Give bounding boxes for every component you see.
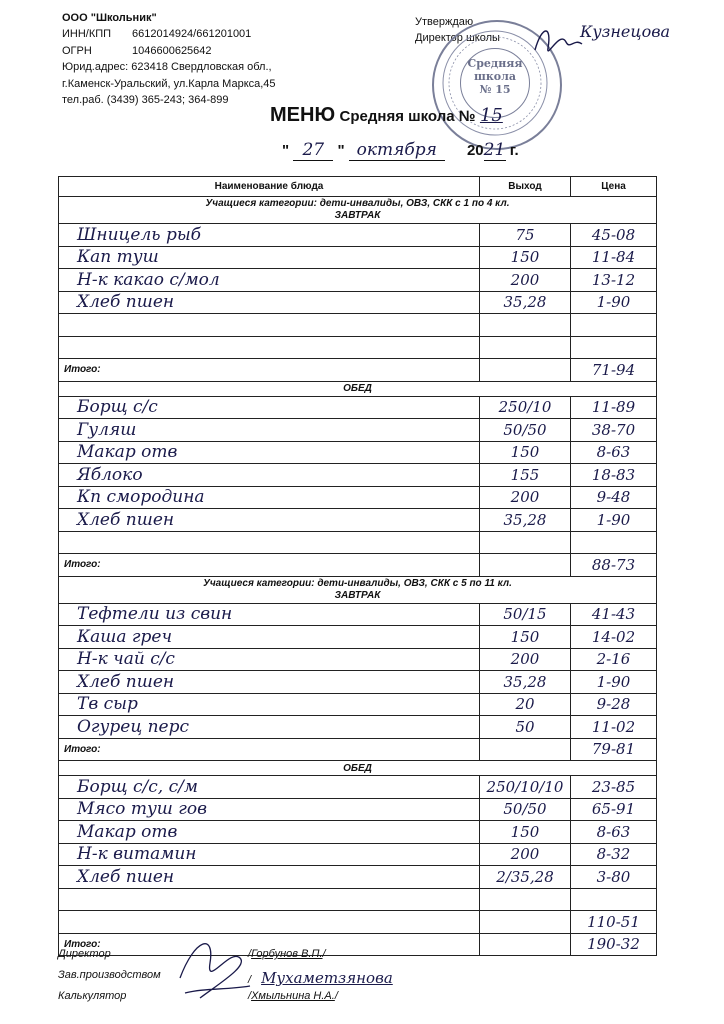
table-row bbox=[59, 798, 657, 821]
total-price: 88-73 bbox=[571, 554, 657, 577]
table-row bbox=[59, 626, 657, 649]
signature-calculator bbox=[58, 990, 338, 1002]
dish-name: Мясо туш гов bbox=[59, 798, 480, 821]
category-text: Учащиеся категории: дети-инвалиды, ОВЗ, СКК с 1 по 4 кл. bbox=[205, 198, 510, 209]
signature-end: / bbox=[334, 990, 338, 1002]
dish-name bbox=[59, 336, 480, 359]
dish-name: Каша греч bbox=[59, 626, 480, 649]
total-label: Итого: bbox=[59, 359, 480, 382]
page-title bbox=[270, 104, 503, 127]
dish-output: 35,28 bbox=[480, 671, 571, 694]
date-quote-open: " bbox=[282, 142, 290, 159]
title-school: Средняя школа № bbox=[339, 108, 476, 125]
dish-output: 50 bbox=[480, 716, 571, 739]
total-price: 71-94 bbox=[571, 359, 657, 382]
dish-name: Н-к какао с/мол bbox=[59, 269, 480, 292]
dish-price: 14-02 bbox=[571, 626, 657, 649]
dish-output: 250/10 bbox=[480, 396, 571, 419]
date-month: октября bbox=[349, 140, 445, 161]
dish-name bbox=[59, 911, 480, 934]
ogrn-label: ОГРН bbox=[62, 44, 92, 57]
dish-price: 1-90 bbox=[571, 509, 657, 532]
dish-price: 11-02 bbox=[571, 716, 657, 739]
dish-name: Тефтели из свин bbox=[59, 603, 480, 626]
dish-price: 23-85 bbox=[571, 776, 657, 799]
date-year-unit: г. bbox=[509, 142, 519, 159]
section-row bbox=[59, 381, 657, 396]
table-row bbox=[59, 336, 657, 359]
stamp-line-2: школа bbox=[474, 70, 516, 83]
dish-price: 65-91 bbox=[571, 798, 657, 821]
table-row bbox=[59, 671, 657, 694]
total-output bbox=[480, 738, 571, 761]
approve-signature-name: Кузнецова bbox=[580, 22, 671, 41]
dish-name: Кп смородина bbox=[59, 486, 480, 509]
header-dish-name: Наименование блюда bbox=[59, 177, 480, 197]
date-quote-close: " bbox=[337, 142, 345, 159]
dish-output: 50/15 bbox=[480, 603, 571, 626]
dish-output: 20 bbox=[480, 693, 571, 716]
table-row bbox=[59, 603, 657, 626]
ogrn-value: 1046600625642 bbox=[132, 44, 212, 57]
dish-output: 200 bbox=[480, 269, 571, 292]
dish-price: 110-51 bbox=[571, 911, 657, 934]
category-row bbox=[59, 197, 657, 224]
dish-output: 150 bbox=[480, 626, 571, 649]
dish-price bbox=[571, 888, 657, 911]
dish-price: 1-90 bbox=[571, 291, 657, 314]
dish-price bbox=[571, 314, 657, 337]
dish-output bbox=[480, 314, 571, 337]
dish-name: Тв сыр bbox=[59, 693, 480, 716]
dish-name: Гуляш bbox=[59, 419, 480, 442]
table-row bbox=[59, 821, 657, 844]
dish-price: 11-89 bbox=[571, 396, 657, 419]
table-row bbox=[59, 843, 657, 866]
signature-production-head bbox=[58, 969, 393, 987]
dish-price: 8-63 bbox=[571, 821, 657, 844]
dish-name: Н-к чай с/с bbox=[59, 648, 480, 671]
category-cell bbox=[59, 197, 657, 224]
title-menu: МЕНЮ bbox=[270, 104, 336, 126]
dish-name: Шницель рыб bbox=[59, 224, 480, 247]
dish-output: 150 bbox=[480, 246, 571, 269]
dish-output: 75 bbox=[480, 224, 571, 247]
dish-name: Хлеб пшен bbox=[59, 866, 480, 889]
date-day: 27 bbox=[293, 140, 333, 161]
dish-name: Кап туш bbox=[59, 246, 480, 269]
section-title: ОБЕД bbox=[59, 761, 657, 776]
table-row bbox=[59, 486, 657, 509]
date-line bbox=[282, 140, 519, 161]
dish-output: 150 bbox=[480, 441, 571, 464]
table-header-row bbox=[59, 177, 657, 197]
dish-name: Яблоко bbox=[59, 464, 480, 487]
dish-price: 45-08 bbox=[571, 224, 657, 247]
dish-output: 250/10/10 bbox=[480, 776, 571, 799]
dish-name: Хлеб пшен bbox=[59, 509, 480, 532]
table-row bbox=[59, 291, 657, 314]
signature-slash: / bbox=[248, 990, 252, 1002]
title-school-number: 15 bbox=[479, 105, 503, 126]
dish-output bbox=[480, 336, 571, 359]
dish-output: 50/50 bbox=[480, 419, 571, 442]
signature-role: Калькулятор bbox=[58, 990, 127, 1002]
dish-output: 50/50 bbox=[480, 798, 571, 821]
dish-price bbox=[571, 531, 657, 554]
dish-price: 8-63 bbox=[571, 441, 657, 464]
table-row bbox=[59, 531, 657, 554]
dish-price: 2-16 bbox=[571, 648, 657, 671]
dish-price: 11-84 bbox=[571, 246, 657, 269]
table-row bbox=[59, 269, 657, 292]
dish-price: 41-43 bbox=[571, 603, 657, 626]
dish-price: 1-90 bbox=[571, 671, 657, 694]
total-output bbox=[480, 933, 571, 956]
dish-price: 9-28 bbox=[571, 693, 657, 716]
approve-position: Директор школы bbox=[415, 32, 500, 44]
table-row bbox=[59, 693, 657, 716]
stamp-line-3: № 15 bbox=[479, 83, 511, 96]
dish-output: 200 bbox=[480, 843, 571, 866]
table-row bbox=[59, 224, 657, 247]
dish-name: Огурец перс bbox=[59, 716, 480, 739]
dish-name bbox=[59, 531, 480, 554]
table-row bbox=[59, 419, 657, 442]
table-row bbox=[59, 441, 657, 464]
header-output: Выход bbox=[480, 177, 571, 197]
signature-name: Горбунов В.П. bbox=[251, 948, 323, 960]
signature-name-group bbox=[248, 969, 393, 987]
dish-name: Макар отв bbox=[59, 441, 480, 464]
phone-line: тел.раб. (3439) 365-243; 364-899 bbox=[62, 94, 229, 107]
org-name: ООО "Школьник" bbox=[62, 12, 157, 24]
table-row bbox=[59, 396, 657, 419]
signature-scribble-icon bbox=[170, 928, 260, 1008]
section-title: ЗАВТРАК bbox=[334, 210, 381, 221]
dish-output: 155 bbox=[480, 464, 571, 487]
dish-output bbox=[480, 531, 571, 554]
date-year-suffix: 21 bbox=[483, 140, 506, 160]
table-row bbox=[59, 648, 657, 671]
signature-name: Мухаметзянова bbox=[261, 969, 393, 987]
address-line-2: г.Каменск-Уральский, ул.Карла Маркса,45 bbox=[62, 77, 276, 90]
signature-end: / bbox=[322, 948, 326, 960]
table-row bbox=[59, 246, 657, 269]
inn-value: 6612014924/661201001 bbox=[132, 28, 252, 41]
dish-price: 3-80 bbox=[571, 866, 657, 889]
signature-name-group bbox=[248, 990, 338, 1002]
category-cell bbox=[59, 576, 657, 603]
table-row bbox=[59, 888, 657, 911]
signature-slash: / bbox=[248, 948, 252, 960]
dish-name: Н-к витамин bbox=[59, 843, 480, 866]
table-row bbox=[59, 716, 657, 739]
category-text: Учащиеся категории: дети-инвалиды, ОВЗ, СКК с 5 по 11 кл. bbox=[203, 577, 512, 589]
dish-output: 150 bbox=[480, 821, 571, 844]
dish-price: 13-12 bbox=[571, 269, 657, 292]
dish-output bbox=[480, 911, 571, 934]
dish-output: 2/35,28 bbox=[480, 866, 571, 889]
address-line-1: Юрид.адрес: 623418 Свердловская обл., bbox=[62, 61, 272, 74]
total-price: 190-32 bbox=[571, 933, 657, 956]
dish-price bbox=[571, 336, 657, 359]
dish-output: 35,28 bbox=[480, 509, 571, 532]
signature-role: Зав.производством bbox=[58, 969, 161, 981]
dish-name: Хлеб пшен bbox=[59, 671, 480, 694]
total-price: 79-81 bbox=[571, 738, 657, 761]
section-row bbox=[59, 761, 657, 776]
total-label: Итого: bbox=[59, 554, 480, 577]
signature-director bbox=[58, 948, 326, 960]
menu-table bbox=[58, 176, 657, 956]
approve-label: Утверждаю bbox=[415, 16, 474, 28]
inn-label: ИНН/КПП bbox=[62, 28, 112, 41]
dish-name: Макар отв bbox=[59, 821, 480, 844]
dish-output: 35,28 bbox=[480, 291, 571, 314]
signature-role: Директор bbox=[58, 948, 111, 960]
date-year-prefix: 20 bbox=[466, 142, 484, 159]
section-title: ЗАВТРАК bbox=[334, 589, 381, 601]
organization-block bbox=[62, 10, 276, 108]
table-row bbox=[59, 911, 657, 934]
dish-name: Борщ с/с, с/м bbox=[59, 776, 480, 799]
total-row bbox=[59, 933, 657, 956]
total-label: Итого: bbox=[59, 738, 480, 761]
total-label: Итого: bbox=[59, 933, 480, 956]
dish-output: 200 bbox=[480, 648, 571, 671]
total-row bbox=[59, 554, 657, 577]
table-row bbox=[59, 314, 657, 337]
total-row bbox=[59, 359, 657, 382]
table-row bbox=[59, 776, 657, 799]
dish-name bbox=[59, 314, 480, 337]
table-row bbox=[59, 866, 657, 889]
dish-price: 38-70 bbox=[571, 419, 657, 442]
header-price: Цена bbox=[571, 177, 657, 197]
dish-price: 9-48 bbox=[571, 486, 657, 509]
dish-name: Хлеб пшен bbox=[59, 291, 480, 314]
dish-output: 200 bbox=[480, 486, 571, 509]
signature-name: Хмыльнина Н.А. bbox=[251, 990, 335, 1002]
total-output bbox=[480, 359, 571, 382]
signature-slash: / bbox=[248, 974, 252, 986]
category-row bbox=[59, 576, 657, 603]
table-row bbox=[59, 464, 657, 487]
total-output bbox=[480, 554, 571, 577]
dish-price: 18-83 bbox=[571, 464, 657, 487]
dish-price: 8-32 bbox=[571, 843, 657, 866]
section-title: ОБЕД bbox=[59, 381, 657, 396]
total-row bbox=[59, 738, 657, 761]
stamp-line-1: Средняя bbox=[467, 57, 523, 70]
dish-output bbox=[480, 888, 571, 911]
table-row bbox=[59, 509, 657, 532]
dish-name: Борщ с/с bbox=[59, 396, 480, 419]
dish-name bbox=[59, 888, 480, 911]
